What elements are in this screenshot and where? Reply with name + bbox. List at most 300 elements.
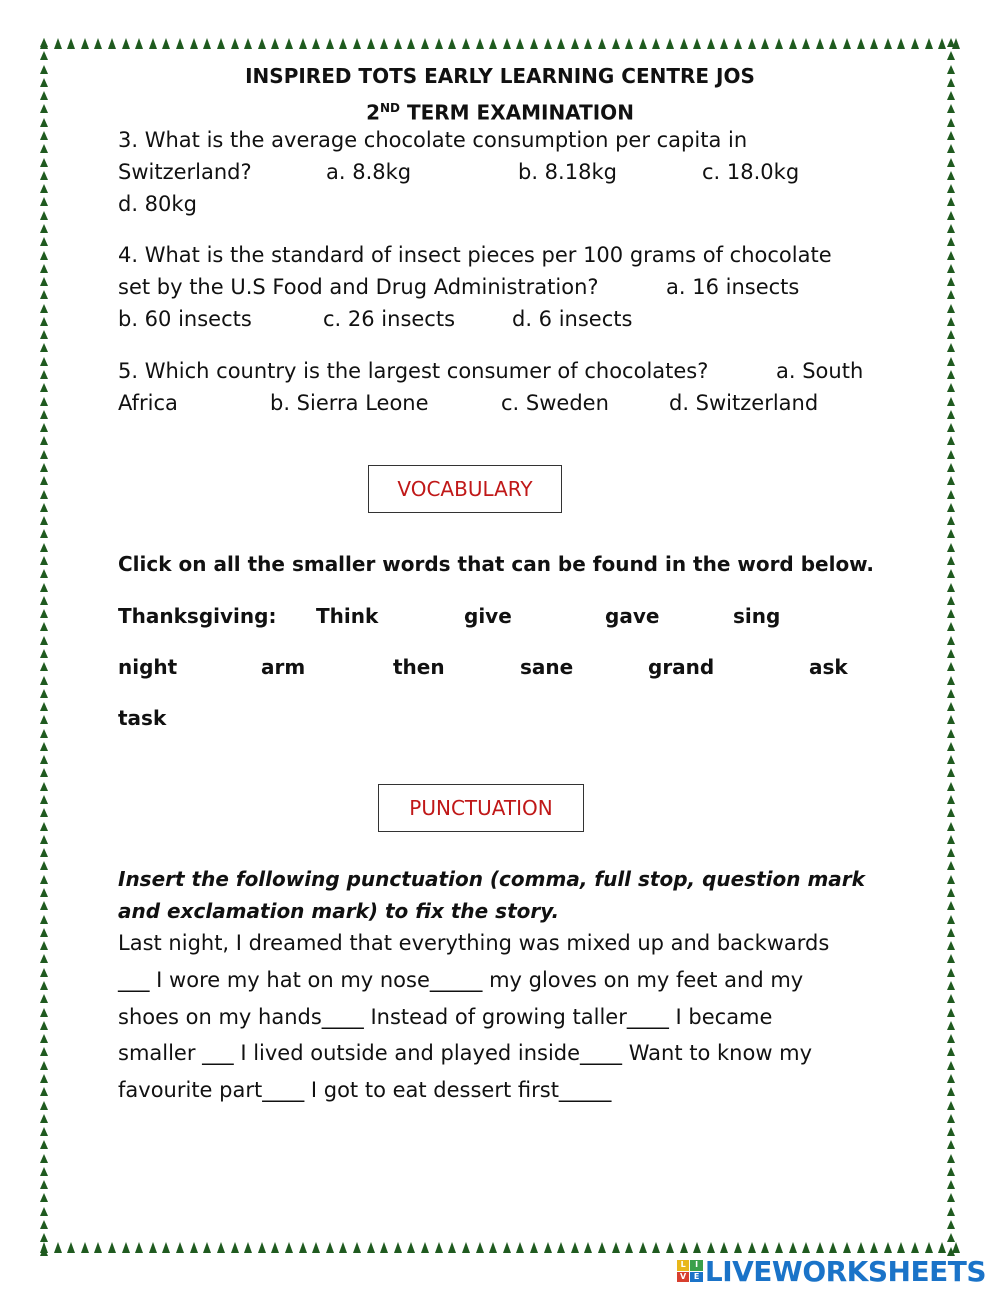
tree-border-icon [40, 888, 48, 897]
tree-border-icon [271, 38, 279, 49]
q3-option-a[interactable]: a. 8.8kg [326, 160, 412, 184]
tree-border-icon [947, 1127, 955, 1136]
tree-border-icon [162, 1242, 170, 1253]
tree-border-icon [947, 503, 955, 512]
tree-border-icon [448, 38, 456, 49]
tree-border-icon [947, 875, 955, 884]
tree-border-icon [707, 1242, 715, 1253]
tree-border-icon [40, 476, 48, 485]
tree-border-icon [947, 1008, 955, 1017]
punctuation-section-title: PUNCTUATION [378, 784, 584, 832]
q3-text-line1: 3. What is the average chocolate consumption per capita in [118, 128, 748, 152]
tree-border-icon [489, 1242, 497, 1253]
tree-border-icon [435, 38, 443, 49]
tree-border-icon [947, 715, 955, 724]
tree-border-icon [829, 1242, 837, 1253]
tree-border-icon [666, 1242, 674, 1253]
tree-border-icon [516, 1242, 524, 1253]
tree-border-icon [40, 171, 48, 180]
tree-border-icon [925, 1242, 933, 1253]
tree-border-icon [40, 609, 48, 618]
tree-border-icon [94, 1242, 102, 1253]
tree-border-icon [258, 1242, 266, 1253]
logo-letter: E [690, 1272, 703, 1283]
tree-border-icon [40, 1233, 48, 1242]
tree-border-icon [462, 1242, 470, 1253]
tree-border-icon [947, 622, 955, 631]
tree-border-icon [40, 503, 48, 512]
tree-border-icon [394, 38, 402, 49]
tree-border-icon [947, 131, 955, 140]
tree-border-icon [40, 782, 48, 791]
word-choice[interactable]: night [118, 655, 178, 679]
tree-border-icon [947, 38, 955, 47]
story-line[interactable]: favourite part____ I got to eat dessert first_____ [118, 1078, 612, 1102]
tree-border-icon [947, 968, 955, 977]
tree-border-icon [67, 1242, 75, 1253]
q3-text-line2: Switzerland? [118, 160, 252, 184]
tree-border-icon [947, 171, 955, 180]
logo-letter: L [677, 1260, 690, 1271]
tree-border-icon [857, 1242, 865, 1253]
tree-border-icon [40, 516, 48, 525]
tree-border-icon [544, 1242, 552, 1253]
term-title-rest: TERM EXAMINATION [400, 100, 634, 125]
tree-border-icon [40, 211, 48, 220]
tree-border-icon [40, 915, 48, 924]
tree-border-icon [947, 516, 955, 525]
tree-border-icon [938, 1242, 946, 1253]
tree-border-icon [40, 556, 48, 565]
tree-border-icon [584, 1242, 592, 1253]
story-line: Last night, I dreamed that everything was mixed up and backwards [118, 931, 830, 955]
tree-border-icon [947, 556, 955, 565]
q5-option-b[interactable]: b. Sierra Leone [270, 391, 429, 415]
tree-border-icon [720, 38, 728, 49]
tree-border-icon [326, 1242, 334, 1253]
tree-border-icon [54, 38, 62, 49]
tree-border-icon [897, 1242, 905, 1253]
tree-border-icon [258, 38, 266, 49]
tree-border-icon [748, 1242, 756, 1253]
decorative-border-top [40, 38, 960, 52]
decorative-border-left [40, 38, 52, 1256]
tree-border-icon [947, 1021, 955, 1030]
punctuation-instruction-line2: and exclamation mark) to fix the story. [118, 899, 560, 923]
tree-border-icon [299, 1242, 307, 1253]
tree-border-icon [947, 357, 955, 366]
tree-border-icon [176, 38, 184, 49]
tree-border-icon [734, 1242, 742, 1253]
tree-border-icon [734, 38, 742, 49]
tree-border-icon [947, 529, 955, 538]
tree-border-icon [947, 383, 955, 392]
logo-letter: I [690, 1260, 703, 1271]
tree-border-icon [367, 1242, 375, 1253]
tree-border-icon [666, 38, 674, 49]
tree-border-icon [947, 197, 955, 206]
tree-border-icon [947, 822, 955, 831]
tree-border-icon [40, 158, 48, 167]
tree-border-icon [271, 1242, 279, 1253]
tree-border-icon [947, 768, 955, 777]
word-choice[interactable]: grand [648, 655, 715, 679]
tree-border-icon [571, 1242, 579, 1253]
word-choice[interactable]: ask [809, 655, 848, 679]
tree-border-icon [40, 1034, 48, 1043]
tree-border-icon [843, 38, 851, 49]
tree-border-icon [231, 38, 239, 49]
tree-border-icon [639, 38, 647, 49]
q4-option-c[interactable]: c. 26 insects [323, 307, 456, 331]
tree-border-icon [40, 848, 48, 857]
tree-border-icon [947, 543, 955, 552]
tree-border-icon [947, 1087, 955, 1096]
liveworksheets-logo-icon [677, 1260, 703, 1282]
tree-border-icon [476, 38, 484, 49]
tree-border-icon [947, 662, 955, 671]
tree-border-icon [421, 38, 429, 49]
tree-border-icon [911, 1242, 919, 1253]
tree-border-icon [947, 915, 955, 924]
tree-border-icon [544, 38, 552, 49]
tree-border-icon [612, 38, 620, 49]
tree-border-icon [947, 51, 955, 60]
tree-border-icon [947, 1207, 955, 1216]
tree-border-icon [693, 38, 701, 49]
tree-border-icon [652, 38, 660, 49]
tree-border-icon [530, 38, 538, 49]
q4-text-line2: set by the U.S Food and Drug Administration? [118, 275, 599, 299]
tree-border-icon [40, 715, 48, 724]
tree-border-icon [947, 423, 955, 432]
tree-border-icon [40, 304, 48, 313]
tree-border-icon [40, 994, 48, 1003]
tree-border-icon [40, 729, 48, 738]
tree-border-icon [40, 954, 48, 963]
tree-border-icon [40, 1074, 48, 1083]
tree-border-icon [947, 144, 955, 153]
tree-border-icon [40, 1247, 48, 1256]
tree-border-icon [40, 662, 48, 671]
tree-border-icon [947, 941, 955, 950]
vocabulary-root-word: Thanksgiving: [118, 604, 277, 628]
tree-border-icon [625, 1242, 633, 1253]
tree-border-icon [244, 1242, 252, 1253]
tree-border-icon [40, 1154, 48, 1163]
tree-border-icon [947, 888, 955, 897]
tree-border-icon [122, 1242, 130, 1253]
term-superscript: ND [379, 101, 400, 115]
tree-border-icon [40, 702, 48, 711]
tree-border-icon [947, 981, 955, 990]
q3-option-d[interactable]: d. 80kg [118, 192, 197, 216]
tree-border-icon [312, 38, 320, 49]
q5-option-c[interactable]: c. Sweden [501, 391, 609, 415]
tree-border-icon [947, 1047, 955, 1056]
tree-border-icon [339, 1242, 347, 1253]
liveworksheets-logo [677, 1256, 986, 1286]
q4-option-a[interactable]: a. 16 insects [666, 275, 800, 299]
tree-border-icon [40, 463, 48, 472]
word-choice[interactable]: task [118, 706, 167, 730]
tree-border-icon [947, 490, 955, 499]
tree-border-icon [516, 38, 524, 49]
word-choice[interactable]: gave [605, 604, 660, 628]
tree-border-icon [40, 875, 48, 884]
q4-text-line1: 4. What is the standard of insect pieces per 100 grams of chocolate [118, 243, 832, 267]
tree-border-icon [40, 197, 48, 206]
tree-border-icon [947, 158, 955, 167]
tree-border-icon [870, 1242, 878, 1253]
tree-border-icon [947, 463, 955, 472]
tree-border-icon [843, 1242, 851, 1253]
tree-border-icon [149, 1242, 157, 1253]
tree-border-icon [40, 1220, 48, 1229]
tree-border-icon [162, 38, 170, 49]
tree-border-icon [435, 1242, 443, 1253]
tree-border-icon [947, 994, 955, 1003]
tree-border-icon [598, 38, 606, 49]
tree-border-icon [380, 38, 388, 49]
tree-border-icon [947, 782, 955, 791]
tree-border-icon [947, 476, 955, 485]
tree-border-icon [40, 490, 48, 499]
tree-border-icon [135, 38, 143, 49]
tree-border-icon [40, 928, 48, 937]
tree-border-icon [40, 317, 48, 326]
tree-border-icon [947, 264, 955, 273]
tree-border-icon [40, 1114, 48, 1123]
tree-border-icon [40, 768, 48, 777]
q4-option-d[interactable]: d. 6 insects [512, 307, 633, 331]
tree-border-icon [40, 808, 48, 817]
tree-border-icon [40, 410, 48, 419]
tree-border-icon [40, 1193, 48, 1202]
tree-border-icon [40, 941, 48, 950]
tree-border-icon [870, 38, 878, 49]
tree-border-icon [40, 370, 48, 379]
tree-border-icon [40, 264, 48, 273]
tree-border-icon [947, 755, 955, 764]
term-number: 2 [366, 100, 380, 125]
logo-letter: V [677, 1272, 690, 1283]
tree-border-icon [40, 1021, 48, 1030]
tree-border-icon [938, 38, 946, 49]
tree-border-icon [40, 1140, 48, 1149]
story-line[interactable]: ___ I wore my hat on my nose_____ my gloves on my feet and my [118, 968, 804, 992]
tree-border-icon [40, 689, 48, 698]
tree-border-icon [947, 304, 955, 313]
tree-border-icon [40, 861, 48, 870]
tree-border-icon [40, 622, 48, 631]
tree-border-icon [947, 702, 955, 711]
tree-border-icon [911, 38, 919, 49]
tree-border-icon [775, 38, 783, 49]
word-choice[interactable]: sing [733, 604, 781, 628]
tree-border-icon [407, 38, 415, 49]
tree-border-icon [380, 1242, 388, 1253]
word-choice[interactable]: arm [261, 655, 306, 679]
tree-border-icon [217, 1242, 225, 1253]
tree-border-icon [947, 689, 955, 698]
tree-border-icon [135, 1242, 143, 1253]
tree-border-icon [947, 317, 955, 326]
decorative-border-right [947, 38, 959, 1256]
tree-border-icon [816, 38, 824, 49]
tree-border-icon [720, 1242, 728, 1253]
word-choice[interactable]: sane [520, 655, 574, 679]
tree-border-icon [40, 676, 48, 685]
tree-border-icon [40, 1167, 48, 1176]
tree-border-icon [802, 38, 810, 49]
tree-border-icon [40, 901, 48, 910]
tree-border-icon [947, 436, 955, 445]
tree-border-icon [829, 38, 837, 49]
tree-border-icon [947, 450, 955, 459]
tree-border-icon [947, 1074, 955, 1083]
tree-border-icon [244, 38, 252, 49]
tree-border-icon [40, 755, 48, 764]
tree-border-icon [40, 1087, 48, 1096]
word-choice[interactable]: then [393, 655, 445, 679]
tree-border-icon [947, 1180, 955, 1189]
tree-border-icon [947, 861, 955, 870]
tree-border-icon [947, 742, 955, 751]
tree-border-icon [947, 1167, 955, 1176]
tree-border-icon [40, 596, 48, 605]
tree-border-icon [884, 38, 892, 49]
tree-border-icon [40, 290, 48, 299]
tree-border-icon [761, 1242, 769, 1253]
q3-option-c[interactable]: c. 18.0kg [702, 160, 800, 184]
tree-border-icon [680, 1242, 688, 1253]
tree-border-icon [925, 38, 933, 49]
tree-border-icon [707, 38, 715, 49]
tree-border-icon [947, 1101, 955, 1110]
tree-border-icon [40, 277, 48, 286]
tree-border-icon [40, 1101, 48, 1110]
tree-border-icon [40, 1008, 48, 1017]
tree-border-icon [299, 38, 307, 49]
tree-border-icon [947, 636, 955, 645]
tree-border-icon [947, 901, 955, 910]
tree-border-icon [40, 543, 48, 552]
word-choice[interactable]: Think [316, 604, 379, 628]
tree-border-icon [203, 1242, 211, 1253]
liveworksheets-brand: LIVEWORKSHEETS [704, 1254, 986, 1288]
tree-border-icon [176, 1242, 184, 1253]
tree-border-icon [947, 1140, 955, 1149]
tree-border-icon [407, 1242, 415, 1253]
tree-border-icon [947, 184, 955, 193]
tree-border-icon [40, 529, 48, 538]
tree-border-icon [40, 742, 48, 751]
tree-border-icon [94, 38, 102, 49]
tree-border-icon [947, 290, 955, 299]
tree-border-icon [40, 51, 48, 60]
story-line[interactable]: shoes on my hands____ Instead of growing taller____ I became [118, 1005, 773, 1029]
tree-border-icon [947, 609, 955, 618]
q5-option-a-continued[interactable]: Africa [118, 391, 178, 415]
tree-border-icon [149, 38, 157, 49]
tree-border-icon [947, 1220, 955, 1229]
tree-border-icon [54, 1242, 62, 1253]
tree-border-icon [947, 370, 955, 379]
tree-border-icon [40, 569, 48, 578]
tree-border-icon [40, 636, 48, 645]
tree-border-icon [40, 649, 48, 658]
tree-border-icon [394, 1242, 402, 1253]
tree-border-icon [40, 38, 48, 47]
tree-border-icon [947, 649, 955, 658]
tree-border-icon [81, 1242, 89, 1253]
tree-border-icon [462, 38, 470, 49]
vocabulary-instruction: Click on all the smaller words that can be found in the word below. [118, 552, 874, 576]
q5-option-a[interactable]: a. South [776, 359, 864, 383]
tree-border-icon [40, 583, 48, 592]
tree-border-icon [947, 583, 955, 592]
tree-border-icon [530, 1242, 538, 1253]
tree-border-icon [680, 38, 688, 49]
tree-border-icon [40, 251, 48, 260]
tree-border-icon [40, 822, 48, 831]
tree-border-icon [67, 38, 75, 49]
tree-border-icon [448, 1242, 456, 1253]
tree-border-icon [947, 237, 955, 246]
tree-border-icon [612, 1242, 620, 1253]
tree-border-icon [40, 1127, 48, 1136]
tree-border-icon [557, 1242, 565, 1253]
tree-border-icon [40, 237, 48, 246]
tree-border-icon [639, 1242, 647, 1253]
q5-option-d[interactable]: d. Switzerland [669, 391, 819, 415]
vocabulary-section-title: VOCABULARY [368, 465, 562, 513]
tree-border-icon [947, 596, 955, 605]
tree-border-icon [40, 131, 48, 140]
tree-border-icon [40, 357, 48, 366]
tree-border-icon [40, 144, 48, 153]
tree-border-icon [81, 38, 89, 49]
tree-border-icon [353, 38, 361, 49]
tree-border-icon [40, 343, 48, 352]
tree-border-icon [816, 1242, 824, 1253]
tree-border-icon [40, 1047, 48, 1056]
tree-border-icon [625, 38, 633, 49]
tree-border-icon [947, 397, 955, 406]
tree-border-icon [748, 38, 756, 49]
q5-text: 5. Which country is the largest consumer of chocolates? [118, 359, 709, 383]
tree-border-icon [40, 981, 48, 990]
punctuation-instruction-line1: Insert the following punctuation (comma, full stop, question mark [118, 867, 865, 891]
tree-border-icon [108, 1242, 116, 1253]
word-choice[interactable]: give [464, 604, 512, 628]
tree-border-icon [857, 38, 865, 49]
tree-border-icon [947, 330, 955, 339]
tree-border-icon [947, 1154, 955, 1163]
tree-border-icon [40, 423, 48, 432]
tree-border-icon [947, 277, 955, 286]
q4-option-b[interactable]: b. 60 insects [118, 307, 252, 331]
tree-border-icon [947, 729, 955, 738]
tree-border-icon [557, 38, 565, 49]
tree-border-icon [947, 1114, 955, 1123]
q3-option-b[interactable]: b. 8.18kg [518, 160, 617, 184]
tree-border-icon [652, 1242, 660, 1253]
story-line[interactable]: smaller ___ I lived outside and played inside____ Want to know my [118, 1041, 813, 1065]
tree-border-icon [217, 38, 225, 49]
tree-border-icon [40, 224, 48, 233]
